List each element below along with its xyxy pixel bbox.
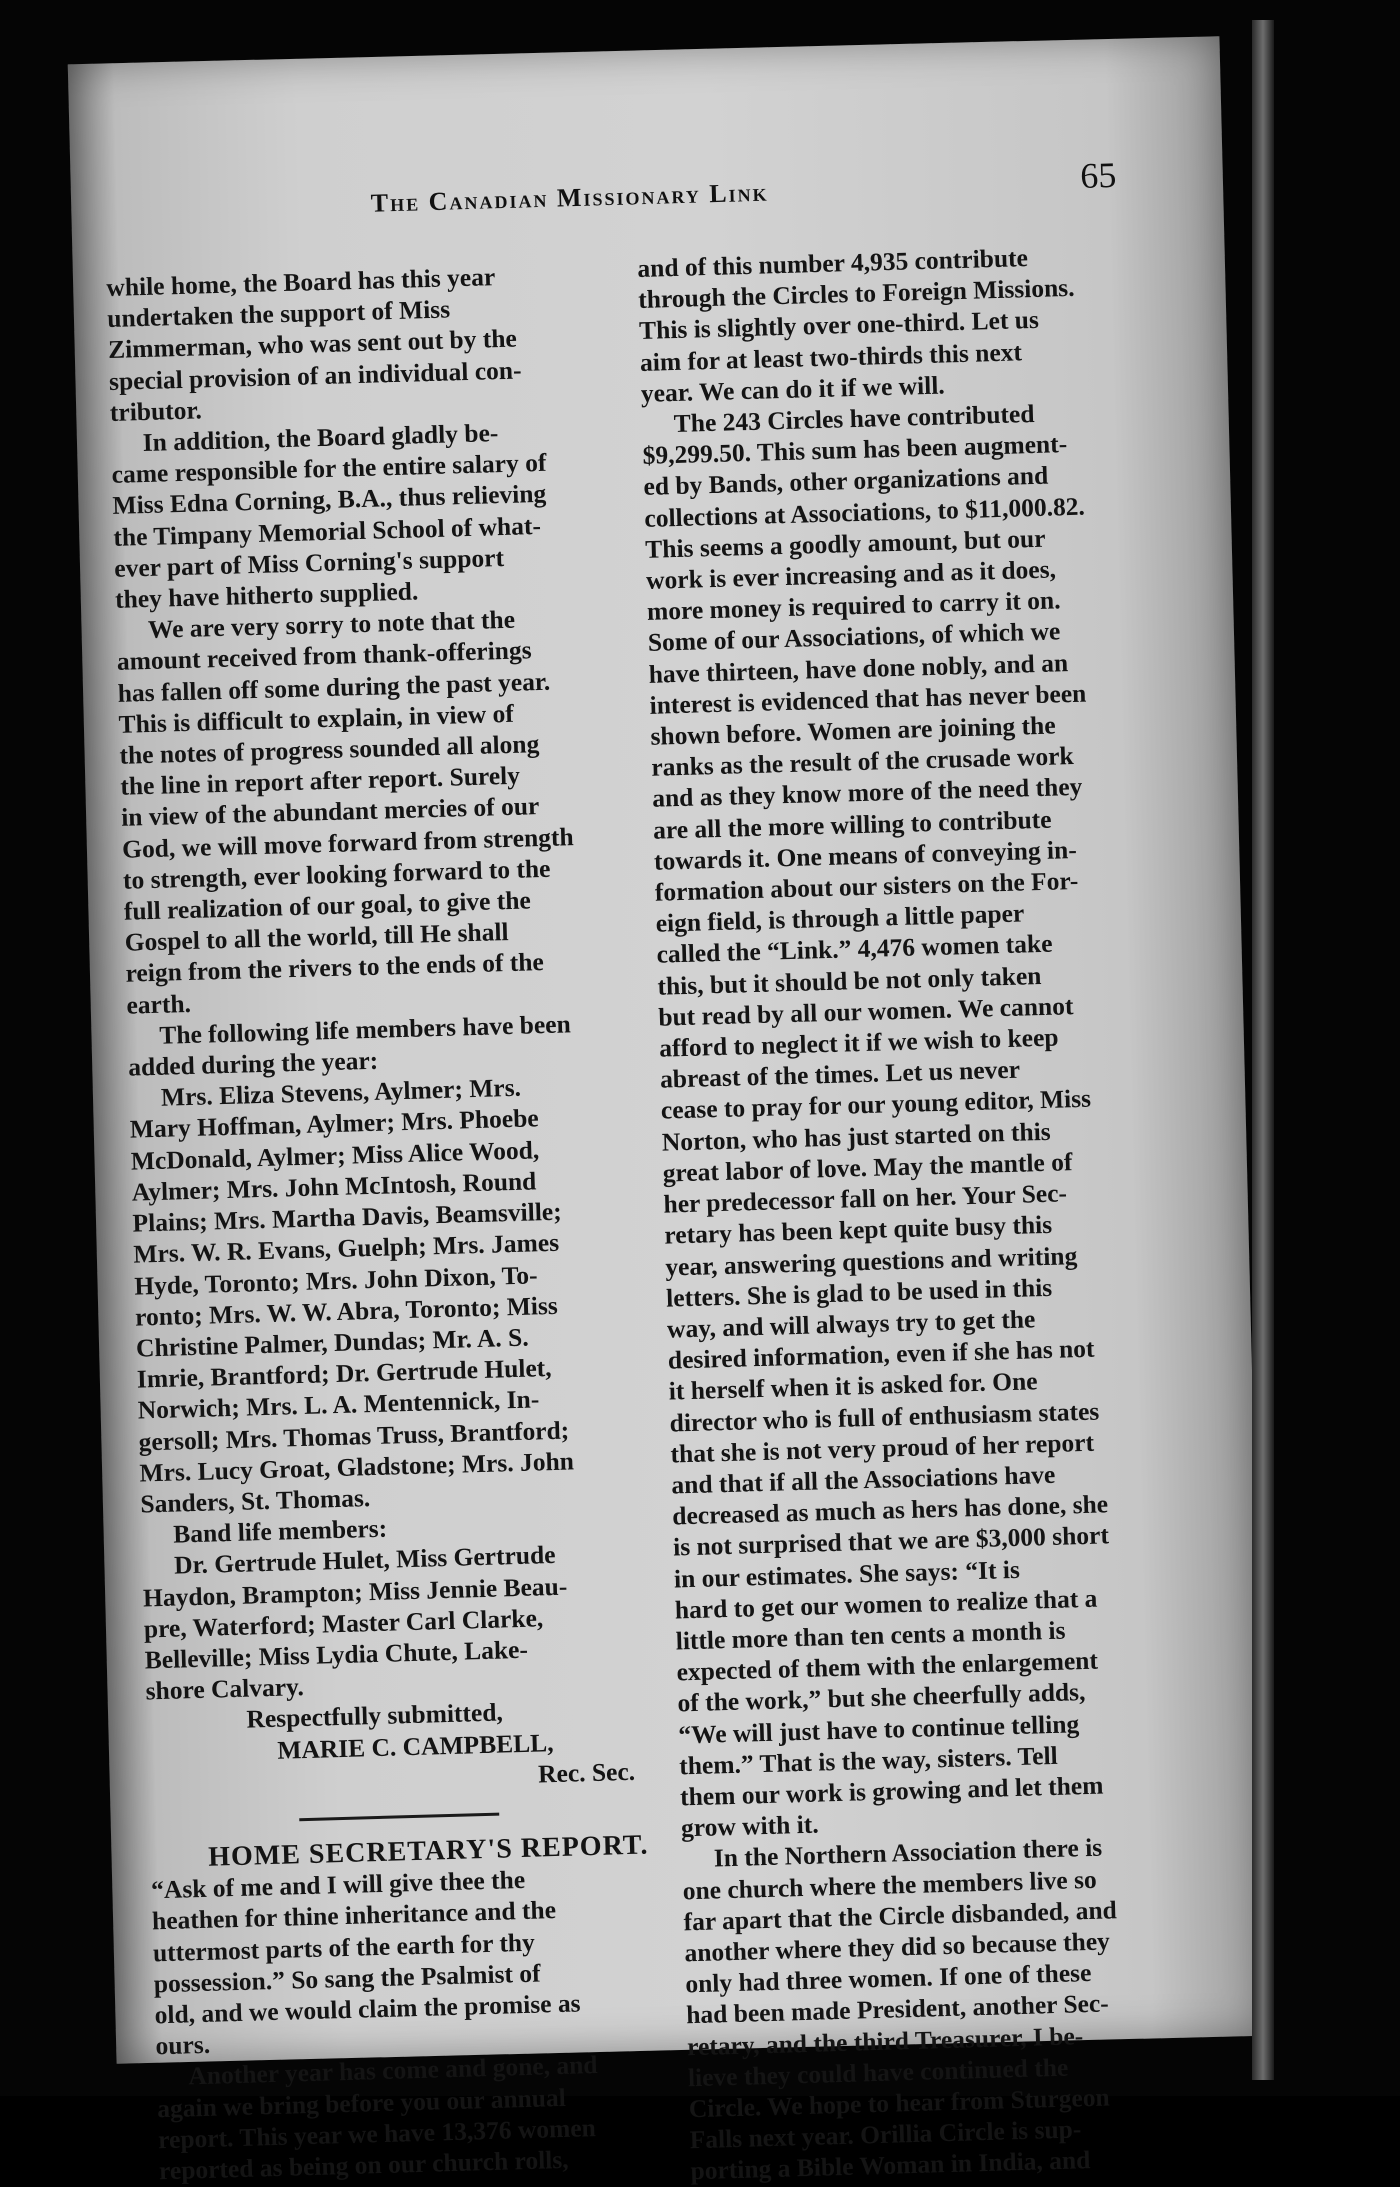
right-text-column [637,238,1211,2186]
text-line: eign field, is through a little paper [655,898,1025,938]
text-line: only had three women. If one of these [684,1958,1092,1999]
text-line: gersoll; Mrs. Thomas Truss, Brantford; [138,1415,570,1457]
text-line: Rec. Sec. [537,1756,636,1789]
text-line: but read by all our women. We cannot [657,990,1074,1032]
text-line: Haydon, Brampton; Miss Jennie Beau- [142,1571,568,1613]
text-line: decreased as much as hers has done, she [671,1489,1109,1531]
text-line: Mrs. W. R. Evans, Guelph; Mrs. James [133,1228,560,1269]
text-line: Hyde, Toronto; Mrs. John Dixon, To- [133,1259,538,1301]
text-line: added during the year: [127,1045,379,1082]
text-line: director who is full of enthusiasm states [669,1396,1100,1438]
text-line: came responsible for the entire salary of [111,448,547,490]
text-line: and as they know more of the need they [651,772,1083,814]
section-heading: HOME SECRETARY'S REPORT. [207,1829,649,1873]
text-line: of the work,” but she cheerfully adds, [677,1677,1086,1718]
text-line: Christine Palmer, Dundas; Mr. A. S. [135,1322,529,1363]
text-line: “We will just have to continue telling [677,1708,1080,1749]
text-line: they have hitherto supplied. [114,576,419,614]
text-line: Some of our Associations, of which we [647,616,1061,658]
text-line: grow with it. [680,1809,820,1843]
text-line: uttermost parts of the earth for thy [152,1927,536,1967]
text-line: little more than ten cents a month is [675,1615,1066,1656]
text-line: report. This year we have 13,376 women [157,2112,597,2155]
text-line: the Timpany Memorial School of what- [112,510,542,552]
text-line: abreast of the times. Let us never [659,1054,1021,1094]
text-line: Band life members: [172,1513,388,1549]
text-line: heathen for thine inheritance and the [151,1895,557,1936]
text-line: one church where the members live so [682,1864,1098,1905]
text-line: and of this number 4,935 contribute [637,243,1029,283]
text-line: Gospel to all the world, till He shall [124,917,509,957]
text-line: this, but it should be not only taken [657,960,1042,1001]
text-line: her predecessor fall on her. Your Sec- [663,1178,1068,1219]
text-line: reign from the rivers to the ends of the [125,947,545,989]
text-line: them.” That is the way, sisters. Tell [678,1740,1059,1781]
text-line: shown before. Women are joining the [650,710,1056,751]
text-line: them our work is growing and let them [679,1770,1104,1812]
text-line: collections at Associations, to $11,000.82. [643,491,1086,533]
text-line: Belleville; Miss Lydia Chute, Lake- [144,1634,529,1675]
text-line: Mrs. Lucy Groat, Gladstone; Mrs. John [139,1446,575,1488]
text-line: interest is evidenced that has never been [649,678,1087,720]
text-line: work is ever increasing and as it does, [645,554,1057,595]
text-line: ed by Bands, other organizations and [643,461,1049,502]
text-line: This seems a goodly amount, but our [644,523,1046,564]
text-line: Dr. Gertrude Hulet, Miss Gertrude [173,1540,556,1580]
text-line: afford to neglect it if we wish to keep [658,1022,1059,1063]
text-line: to strength, ever looking forward to the [122,853,551,895]
text-line: hard to get our women to realize that a [674,1583,1098,1625]
text-line: desired information, even if she has not [667,1333,1095,1375]
text-line: Aylmer; Mrs. John McIntosh, Round [131,1166,537,1207]
text-line: retary, and the third Treasurer, I be- [686,2020,1084,2061]
text-line: ours. [155,2029,211,2061]
text-line: ranks as the result of the crusade work [650,741,1075,783]
text-line: again we bring before you our annual [156,2082,567,2123]
text-line: and that if all the Associations have [671,1459,1056,1500]
text-line: Plains; Mrs. Martha Davis, Beamsville; [132,1196,563,1238]
text-line: year, answering questions and writing [664,1240,1078,1282]
text-line: In the Northern Association there is [713,1833,1103,1873]
text-line: Norwich; Mrs. L. A. Mentennick, In- [137,1384,540,1425]
text-line: full realization of our goal, to give the [123,885,532,926]
text-line: expected of them with the enlargement [676,1645,1099,1687]
text-line: Miss Edna Corning, B.A., thus relieving [112,479,547,521]
text-line: Sanders, St. Thomas. [140,1483,371,1519]
text-line: Imrie, Brantford; Dr. Gertrude Hulet, [136,1353,552,1394]
text-line: earth. [126,988,192,1020]
text-line: reported as being on our church rolls, [158,2144,569,2186]
text-line: tributor. [109,395,203,427]
text-line: pre, Waterford; Master Carl Clarke, [143,1603,544,1644]
text-line: Falls next year. Orillia Circle is sup- [689,2114,1082,2155]
text-line: Respectfully submitted, [246,1697,504,1734]
text-line: have thirteen, have done nobly, and an [648,647,1069,689]
text-line: We are very sorry to note that the [147,604,516,645]
text-line: Zimmerman, who was sent out by the [107,323,518,365]
text-line: $9,299.50. This sum has been augment- [642,429,1068,471]
text-line: in view of the abundant mercies of our [120,791,540,833]
text-line: is not surprised that we are $3,000 short [672,1520,1110,1562]
text-line: letters. She is glad to be used in this [665,1272,1053,1313]
text-line: retary has been kept quite busy this [664,1210,1053,1250]
text-line: in our estimates. She says: “It is [673,1554,1021,1594]
text-line: while home, the Board has this year [106,262,496,302]
text-line: The 243 Circles have contributed [673,398,1035,439]
text-line: MARIE C. CAMPBELL, [276,1727,554,1765]
text-line: the notes of progress sounded all along [119,729,540,770]
text-line: The following life members have been [158,1009,572,1050]
text-line: shore Calvary. [145,1672,305,1706]
text-line: This is difficult to explain, in view of [118,698,515,739]
text-line: Another year has come and gone, and [188,2050,598,2091]
text-line: Mrs. Eliza Stevens, Aylmer; Mrs. [160,1073,522,1113]
text-line: has fallen off some during the past year. [117,666,551,708]
text-line: Circle. We hope to hear from Sturgeon [688,2082,1111,2124]
text-line: Norton, who has just started on this [661,1116,1052,1157]
text-line: God, we will move forward from strength [121,821,574,864]
text-line: Mary Hoffman, Aylmer; Mrs. Phoebe [129,1103,540,1145]
text-line: This is slightly over one-third. Let us [638,305,1040,346]
text-line: McDonald, Aylmer; Miss Alice Wood, [130,1134,540,1176]
text-line: amount received from thank-offerings [116,635,532,677]
running-title: The Canadian Missionary Link [370,177,769,218]
text-line: more money is required to carry it on. [646,585,1061,627]
text-line: another where they did so because they [684,1926,1111,1968]
text-line: porting a Bible Woman in India, and [690,2145,1091,2186]
text-line: In addition, the Board gladly be- [142,418,499,458]
text-line: lieve they could have continued the [687,2052,1069,2093]
text-line: ronto; Mrs. W. W. Abra, Toronto; Miss [134,1290,559,1332]
text-line: undertaken the support of Miss [106,294,451,334]
text-line: way, and will always try to get the [666,1304,1036,1344]
section-divider [299,1813,499,1822]
text-line: possession.” So sang the Psalmist of [153,1958,541,1999]
text-line: cease to pray for our young editor, Miss [660,1084,1092,1126]
text-line: special provision of an individual con- [108,355,522,396]
text-line: that she is not very proud of her report [670,1427,1095,1469]
text-line: called the “Link.” 4,476 women take [656,929,1053,970]
text-line: through the Circles to Foreign Missions. [637,273,1075,315]
text-line: old, and we would claim the promise as [154,1988,581,2030]
text-line: formation about our sisters on the For- [654,865,1079,907]
page-number: 65 [1079,154,1117,196]
text-line: the line in report after report. Surely [119,760,521,802]
text-line: great labor of love. May the mantle of [662,1147,1073,1188]
text-line: far apart that the Circle disbanded, and [683,1895,1118,1937]
text-line: towards it. One means of conveying in- [653,834,1078,876]
left-text-column [106,257,679,2186]
text-line: had been made President, another Sec- [685,1988,1110,2030]
text-line: “Ask of me and I will give thee the [150,1865,526,1905]
text-line: it herself when it is asked for. One [668,1366,1038,1406]
text-line: year. We can do it if we will. [640,370,946,408]
book-binding-edge [1252,20,1274,2080]
text-line: aim for at least two-thirds this next [639,336,1023,377]
text-line: ever part of Miss Corning's support [113,542,505,583]
text-line: are all the more willing to contribute [652,804,1052,845]
